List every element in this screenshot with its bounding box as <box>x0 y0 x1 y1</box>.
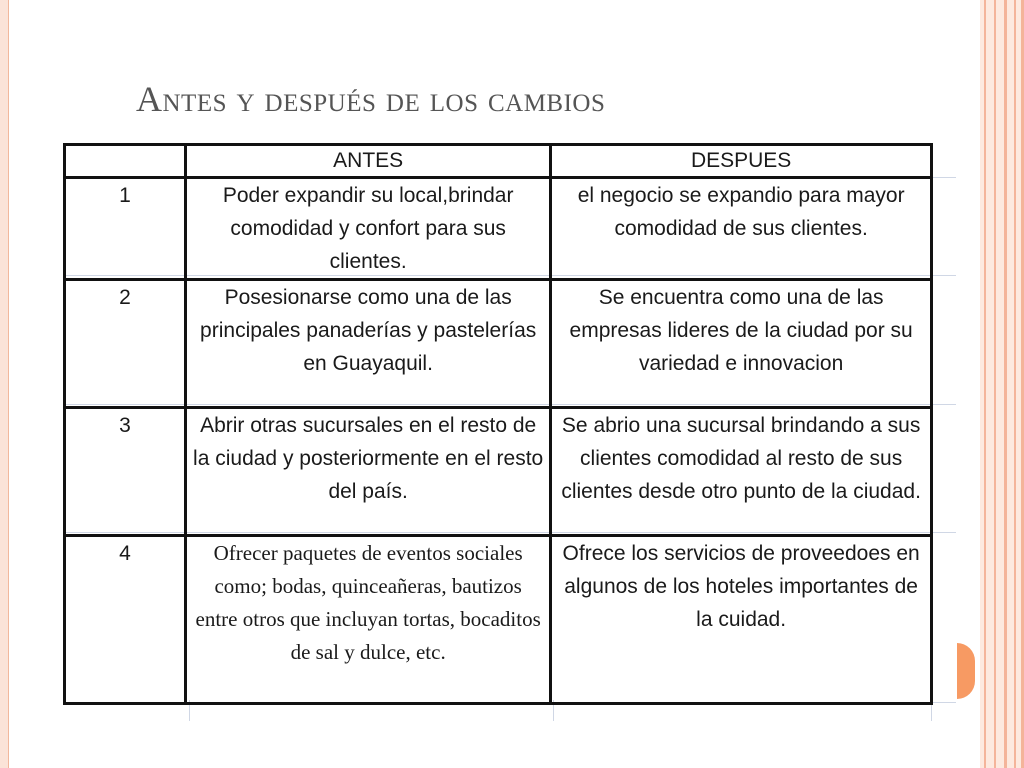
table-row <box>65 536 932 704</box>
antes-cell: Abrir otras sucursales en el resto de la ciudad y posteriormente en el resto del país. <box>186 408 551 536</box>
row-number: 1 <box>65 178 186 280</box>
right-border-band <box>980 0 1024 768</box>
despues-cell: Ofrece los servicios de proveedoes en algunos de los hoteles importantes de la cuidad. <box>551 536 932 704</box>
antes-cell: Poder expandir su local,brindar comodidad y confort para sus clientes. <box>186 178 551 280</box>
table-header-row <box>65 145 932 178</box>
header-cell-despues: DESPUES <box>551 145 932 178</box>
table-row <box>65 178 932 280</box>
header-cell-number <box>65 145 186 178</box>
left-border-stripe <box>0 0 9 768</box>
slide-title-initial: A <box>136 79 163 119</box>
slide-side-tab <box>957 643 975 699</box>
slide-title <box>136 78 605 120</box>
row-number: 2 <box>65 280 186 408</box>
right-border-line <box>994 0 996 768</box>
despues-cell: Se abrio una sucursal brindando a sus clientes comodidad al resto de sus clientes desde otro punto de la ciudad. <box>551 408 932 536</box>
antes-cell: Posesionarse como una de las principales panaderías y pastelerías en Guayaquil. <box>186 280 551 408</box>
comparison-table <box>63 143 933 705</box>
despues-cell: el negocio se expandio para mayor comodidad de sus clientes. <box>551 178 932 280</box>
table-row <box>65 408 932 536</box>
table-row <box>65 280 932 408</box>
antes-cell: Ofrecer paquetes de eventos sociales como; bodas, quinceañeras, bautizos entre otros que incluyan tortas, bocaditos de sal y dulce, etc. <box>186 536 551 704</box>
row-number: 4 <box>65 536 186 704</box>
despues-cell: Se encuentra como una de las empresas lideres de la ciudad por su variedad e innovacion <box>551 280 932 408</box>
right-border-line <box>984 0 986 768</box>
right-border-line <box>1014 0 1016 768</box>
slide-title-rest: ntes y después de los cambios <box>162 79 606 119</box>
right-border-line <box>1004 0 1007 768</box>
row-number: 3 <box>65 408 186 536</box>
header-cell-antes: ANTES <box>186 145 551 178</box>
